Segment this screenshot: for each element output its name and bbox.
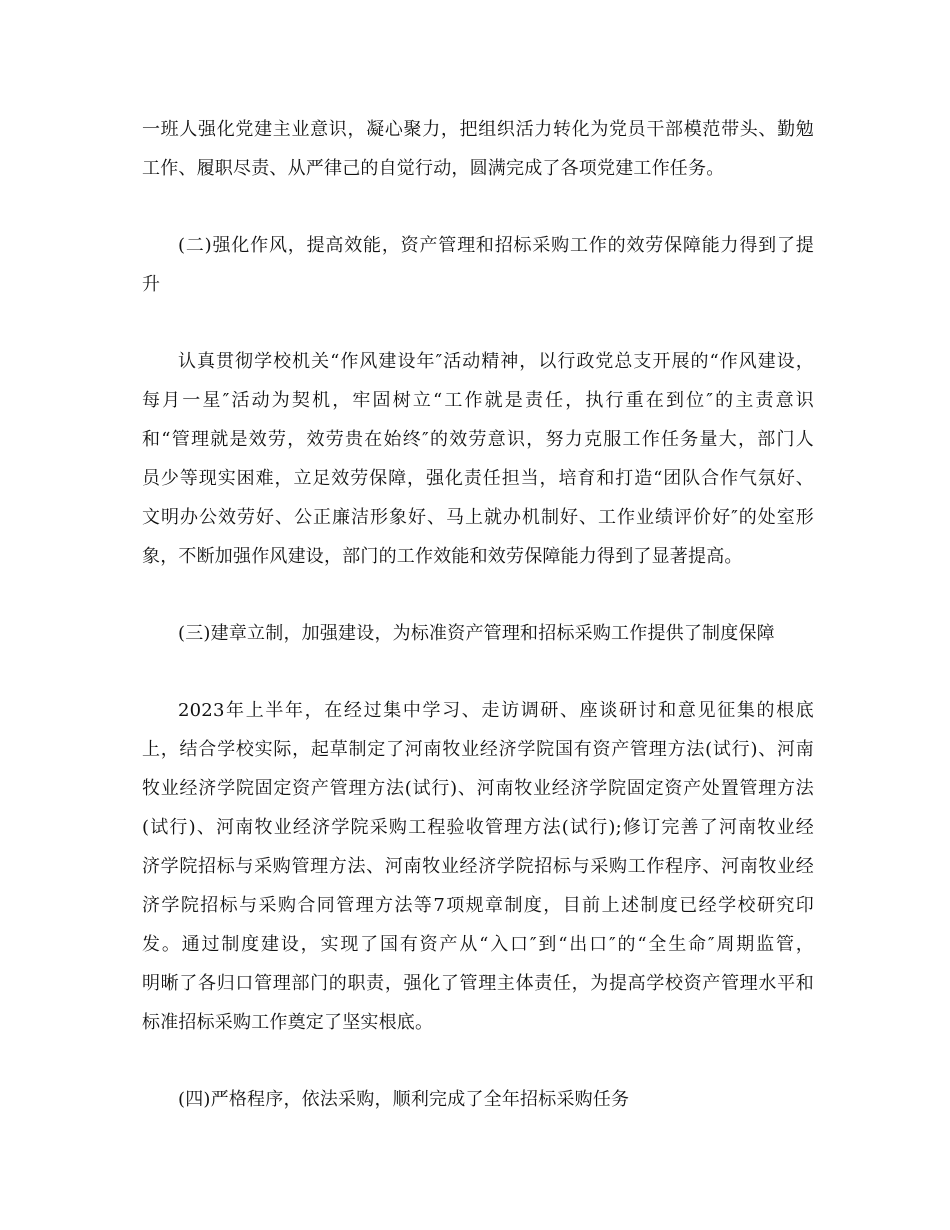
text-line: 象，不断加强作风建设，部门的工作效能和效劳保障能力得到了显著提高。 bbox=[142, 546, 743, 567]
text-line: 发。通过制度建设，实现了国有资产从“入口″到“出口″的“全生命″周期监管， bbox=[142, 934, 814, 955]
text-line: 济学院招标与采购管理方法、河南牧业经济学院招标与采购工作程序、河南牧业经 bbox=[142, 856, 814, 877]
text-line: 一班人强化党建主业意识，凝心聚力，把组织活力转化为党员干部模范带头、勤勉 bbox=[142, 119, 814, 140]
text-line: 和“管理就是效劳，效劳贵在始终″的效劳意识，努力克服工作任务量大，部门人 bbox=[142, 429, 814, 450]
section-heading: (二)强化作风，提高效能，资产管理和招标采购工作的效劳保障能力得到了提 bbox=[178, 235, 814, 256]
text-line: 济学院招标与采购合同管理方法等7项规章制度，目前上述制度已经学校研究印 bbox=[142, 895, 814, 916]
section-heading: (四)严格程序，依法采购，顺利完成了全年招标采购任务 bbox=[178, 1089, 630, 1110]
text-line: 牧业经济学院固定资产管理方法(试行)、河南牧业经济学院固定资产处置管理方法 bbox=[142, 778, 814, 799]
text-line: 标准招标采购工作奠定了坚实根底。 bbox=[142, 1012, 434, 1033]
section-heading: (三)建章立制，加强建设，为标准资产管理和招标采购工作提供了制度保障 bbox=[178, 623, 775, 644]
text-line: 上，结合学校实际，起草制定了河南牧业经济学院国有资产管理方法(试行)、河南 bbox=[142, 739, 814, 760]
text-line: 每月一星″活动为契机，牢固树立“工作就是责任，执行重在到位″的主责意识 bbox=[142, 390, 814, 411]
text-line: (试行)、河南牧业经济学院采购工程验收管理方法(试行);修订完善了河南牧业经 bbox=[142, 817, 814, 838]
text-line: 明晰了各归口管理部门的职责，强化了管理主体责任，为提高学校资产管理水平和 bbox=[142, 973, 814, 994]
text-line: 工作、履职尽责、从严律己的自觉行动，圆满完成了各项党建工作任务。 bbox=[142, 158, 725, 179]
section-heading-continued: 升 bbox=[142, 274, 161, 295]
text-line: 文明办公效劳好、公正廉洁形象好、马上就办机制好、工作业绩评价好″的处室形 bbox=[142, 507, 814, 528]
text-line: 员少等现实困难，立足效劳保障，强化责任担当，培育和打造“团队合作气氛好、 bbox=[142, 468, 814, 489]
text-line: 2023年上半年，在经过集中学习、走访调研、座谈研讨和意见征集的根底 bbox=[178, 700, 814, 721]
text-line: 认真贯彻学校机关“作风建设年″活动精神，以行政党总支开展的“作风建设， bbox=[178, 351, 814, 372]
